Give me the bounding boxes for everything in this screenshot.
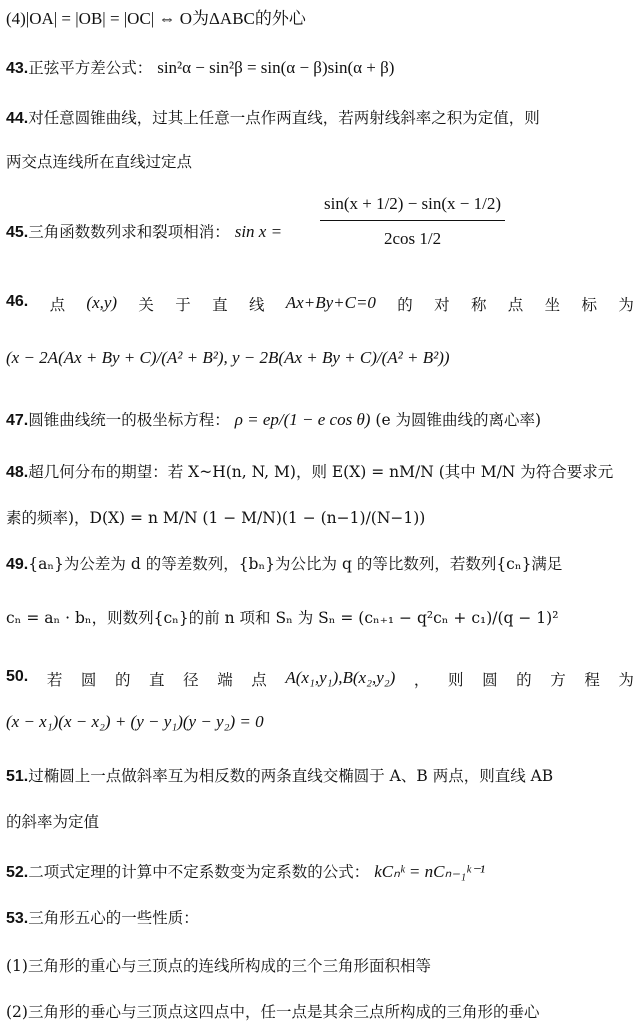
word: 端 bbox=[217, 671, 233, 689]
item-number: 43. bbox=[6, 60, 29, 77]
formula-polar: ρ = ep/(1 − e cos θ) bbox=[234, 410, 371, 429]
item-text: 二项式定理的计算中不定系数变为定系数的公式： bbox=[28, 863, 370, 881]
word: 为 bbox=[618, 671, 634, 689]
formula-lhs: sin x = bbox=[234, 222, 283, 241]
word: 点 bbox=[49, 296, 66, 314]
item-text: 超几何分布的期望：若 X~H(n, N, M)，则 E(X) = nM/N (其中 M/N 为符合要求元 bbox=[28, 463, 614, 481]
word: 直 bbox=[149, 671, 165, 689]
item-text: 三角形五心的一些性质： bbox=[28, 909, 199, 927]
fraction bbox=[320, 190, 505, 249]
word: 程 bbox=[584, 671, 600, 689]
word: 称 bbox=[470, 296, 487, 314]
numerator: sin(x + 1/2) − sin(x − 1/2) bbox=[320, 190, 505, 221]
item-number: 50. bbox=[6, 668, 29, 685]
item-53 bbox=[6, 906, 634, 928]
item-number: 44. bbox=[6, 110, 29, 127]
item-number: 48. bbox=[6, 464, 29, 481]
item-number: 47. bbox=[6, 412, 29, 429]
item-number: 45. bbox=[6, 224, 29, 241]
item-text: (2)三角形的垂心与三顶点这四点中，任一点是其余三点所构成的三角形的垂心 bbox=[6, 1003, 540, 1021]
word: 方 bbox=[550, 671, 566, 689]
item-49 bbox=[6, 552, 634, 574]
word: 点 bbox=[507, 296, 524, 314]
item-44-cont bbox=[6, 150, 634, 172]
word: ， bbox=[413, 671, 430, 689]
word: 标 bbox=[581, 296, 597, 314]
word: 坐 bbox=[544, 296, 561, 314]
item-49-cont bbox=[6, 606, 634, 628]
word: 直 bbox=[212, 296, 228, 314]
item-51 bbox=[6, 764, 634, 786]
word: 径 bbox=[183, 671, 199, 689]
item-text: 素的频率)，D(X) = n M/N (1 − M/N)(1 − (n−1)/(N−1)) bbox=[6, 509, 426, 527]
denominator: 2cos 1/2 bbox=[383, 229, 442, 248]
formula-note: (e 为圆锥曲线的离心率) bbox=[375, 411, 542, 429]
word: 若 bbox=[46, 671, 63, 689]
word: 的 bbox=[114, 671, 131, 689]
item-text: 过椭圆上一点做斜率互为相反数的两条直线交椭圆于 A、B 两点，则直线 AB bbox=[28, 767, 554, 785]
item-50 bbox=[6, 668, 634, 690]
item-text: {aₙ}为公差为 d 的等差数列，{bₙ}为公比为 q 的等比数列，若数列{cₙ}满足 bbox=[28, 555, 563, 573]
formula-binomial: kCₙᵏ = nCₙ₋₁ᵏ⁻¹ bbox=[374, 862, 485, 881]
item-number: 49. bbox=[6, 556, 29, 573]
item-48-cont bbox=[6, 506, 634, 528]
word: 点 bbox=[251, 671, 267, 689]
item-text: 的斜率为定值 bbox=[6, 813, 100, 831]
item-46 bbox=[6, 293, 634, 315]
item-48 bbox=[6, 460, 634, 482]
item-text: (1)三角形的重心与三顶点的连线所构成的三个三角形面积相等 bbox=[6, 957, 431, 975]
formula-circle: (x − x₁)(x − x₂) + (y − y₁)(y − y₂) = 0 bbox=[6, 712, 264, 731]
word: Ax+By+C=0 bbox=[285, 293, 376, 312]
item-53-point-2 bbox=[6, 1000, 634, 1022]
item-52 bbox=[6, 860, 634, 882]
word: 圆 bbox=[482, 671, 498, 689]
item-text: 对任意圆锥曲线，过其上任意一点作两直线，若两射线斜率之积为定值，则 bbox=[28, 109, 540, 127]
word: A(x₁,y₁),B(x₂,y₂) bbox=[285, 668, 396, 687]
item-text: 三角函数数列求和裂项相消： bbox=[28, 223, 230, 241]
item-53-point-1 bbox=[6, 954, 634, 976]
item-text: 圆锥曲线统一的极坐标方程： bbox=[28, 411, 230, 429]
item-text: cₙ = aₙ · bₙ，则数列{cₙ}的前 n 项和 Sₙ 为 Sₙ = (cₙ₊₁ − q²cₙ + c₁)/(q − 1)² bbox=[6, 609, 559, 627]
formula: sin²α − sin²β = sin(α − β)sin(α + β) bbox=[157, 58, 395, 77]
item-text: 两交点连线所在直线过定点 bbox=[6, 153, 193, 171]
item-51-cont bbox=[6, 810, 634, 832]
word: 的 bbox=[516, 671, 532, 689]
item-43 bbox=[6, 56, 634, 78]
item-45 bbox=[6, 190, 634, 275]
word: 为 bbox=[618, 296, 634, 314]
word: 圆 bbox=[80, 671, 97, 689]
word: 则 bbox=[448, 671, 464, 689]
item-number: 46. bbox=[6, 293, 29, 310]
word: (x,y) bbox=[86, 293, 118, 312]
item-text: 正弦平方差公式： bbox=[28, 59, 153, 77]
word: 对 bbox=[434, 296, 450, 314]
item-46-formula bbox=[6, 348, 634, 368]
item-50-formula bbox=[6, 712, 634, 732]
word: 的 bbox=[397, 296, 413, 314]
item-44 bbox=[6, 106, 634, 128]
formula-symmetric-point: (x − 2A(Ax + By + C)/(A² + B²), y − 2B(Ax + By + C)/(A² + B²)) bbox=[6, 348, 450, 367]
item-number: 53. bbox=[6, 910, 29, 927]
word: 关 bbox=[138, 296, 154, 314]
formula-circumcenter: (4)|OA| = |OB| = |OC| ⇔ O为ΔABC的外心 bbox=[6, 9, 306, 28]
item-number: 52. bbox=[6, 864, 29, 881]
item-42-formula bbox=[6, 4, 634, 29]
word: 于 bbox=[175, 296, 191, 314]
item-number: 51. bbox=[6, 768, 29, 785]
item-47 bbox=[6, 408, 634, 430]
word: 线 bbox=[248, 296, 265, 314]
